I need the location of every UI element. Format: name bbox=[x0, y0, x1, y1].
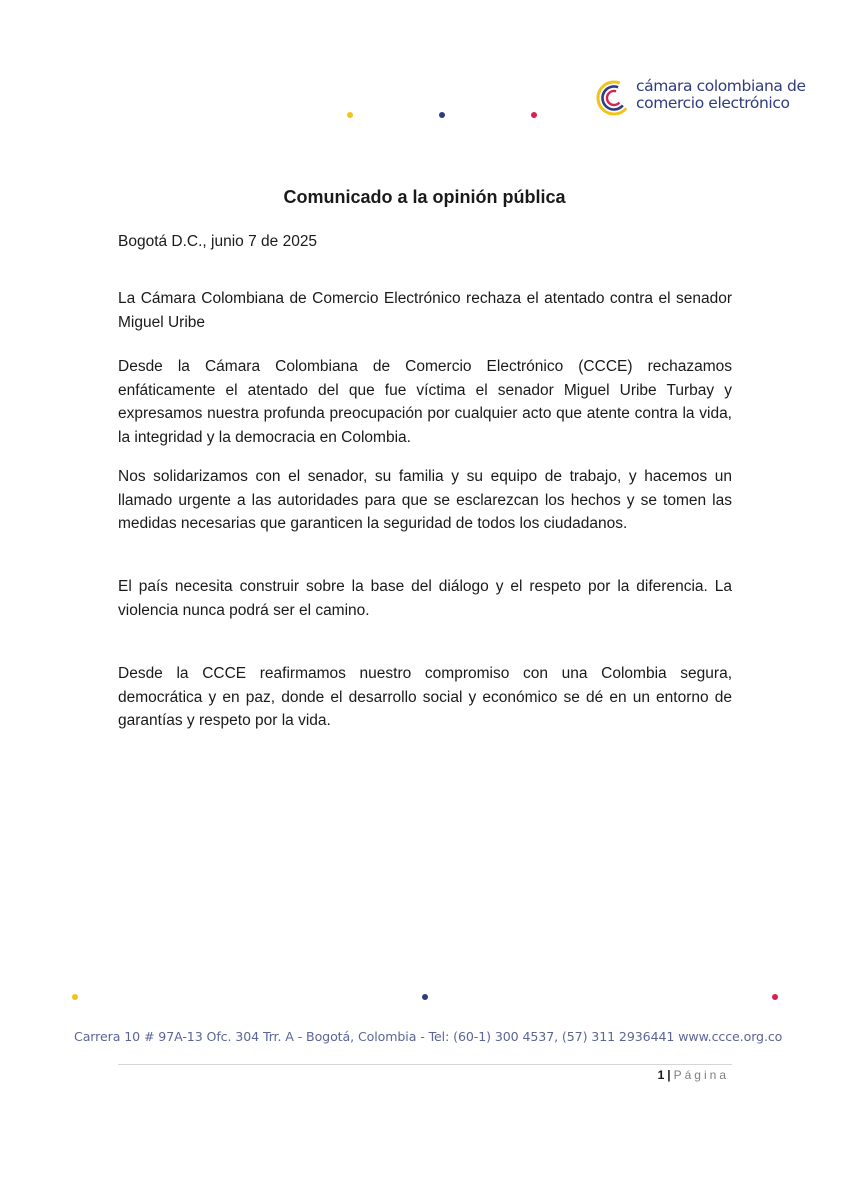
paragraph-4: El país necesita construir sobre la base del diálogo y el respeto por la diferencia. La violencia nunca podrá ser el camino. bbox=[118, 578, 732, 619]
footer-divider bbox=[118, 1064, 732, 1065]
footer-address: Carrera 10 # 97A-13 Ofc. 304 Trr. A - Bogotá, Colombia - Tel: (60-1) 300 4537, (57) 311 2936441 www.ccce.org.co bbox=[74, 1029, 783, 1044]
document-title: Comunicado a la opinión pública bbox=[283, 187, 566, 207]
paragraph-1: La Cámara Colombiana de Comercio Electrónico rechaza el atentado contra el senador Miguel Uribe bbox=[118, 290, 732, 331]
logo-line-2: comercio electrónico bbox=[636, 94, 790, 112]
header-dot-navy bbox=[439, 112, 445, 118]
paragraph-2: Desde la Cámara Colombiana de Comercio Electrónico (CCCE) rechazamos enfáticamente el atentado del que fue víctima el senador Miguel Uribe Turbay y expresamos nuestra profunda preocupación por cualquier acto que atente contra la vida, la integridad y la democracia en Colombia. bbox=[118, 358, 732, 446]
ccce-logo-wordmark bbox=[636, 78, 806, 112]
footer-dot-navy bbox=[422, 994, 428, 1000]
header-dot-yellow bbox=[347, 112, 353, 118]
document-date: Bogotá D.C., junio 7 de 2025 bbox=[118, 233, 318, 250]
page-number bbox=[658, 1068, 729, 1082]
paragraph-3: Nos solidarizamos con el senador, su familia y su equipo de trabajo, y hacemos un llamado urgente a las autoridades para que se esclarezcan los hechos y se tomen las medidas necesarias que garanticen la seguridad de todos los ciudadanos. bbox=[118, 468, 732, 532]
footer-dot-red bbox=[772, 994, 778, 1000]
header-dot-red bbox=[531, 112, 537, 118]
paragraph-5: Desde la CCCE reafirmamos nuestro compromiso con una Colombia segura, democrática y en paz, donde el desarrollo social y económico se dé en un entorno de garantías y respeto por la vida. bbox=[118, 665, 732, 729]
page-number-separator: | bbox=[667, 1068, 671, 1082]
ccce-logo bbox=[596, 77, 806, 120]
logo-line-1: cámara colombiana de bbox=[636, 77, 806, 95]
page-label: Página bbox=[673, 1068, 729, 1082]
page-number-value: 1 bbox=[657, 1068, 665, 1082]
ccce-logo-icon bbox=[596, 80, 632, 116]
footer-dot-yellow bbox=[72, 994, 78, 1000]
